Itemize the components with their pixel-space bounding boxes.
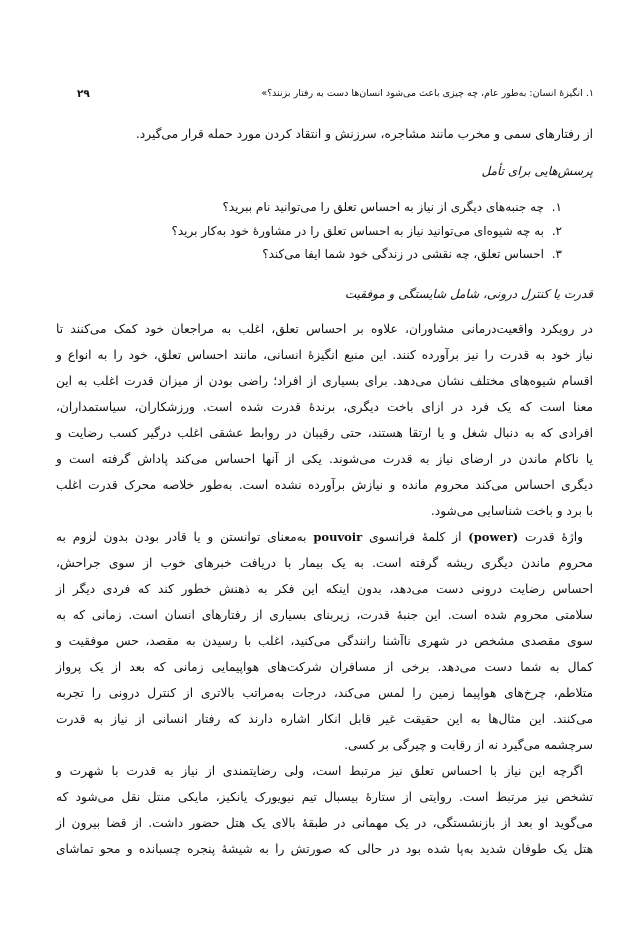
paragraph-line: سلامتی محروم شده است. این جنبهٔ قدرت، زیربنای بسیاری از رفتارهای انسان است. زمانی که به — [56, 608, 593, 622]
question-number: ۳. — [551, 247, 562, 261]
text-run: از کلمهٔ فرانسوی — [362, 530, 469, 544]
text-run: به‌معنای توانستن و یا قادر بودن بدون لزوم به — [56, 530, 314, 544]
running-header — [74, 86, 594, 102]
paragraph-line — [56, 524, 593, 550]
paragraph-line: دیگری احساس می‌کند محروم مانده و نیازش برآورده نشده است. به‌طور خلاصه محرک قدرت اغلب — [56, 478, 593, 492]
question-item — [171, 220, 562, 244]
paragraph-line: کمال به شما دست می‌دهد. برخی از مسافران شرکت‌های هواپیمایی زمانی که بعد از یک پرواز — [56, 660, 593, 674]
question-item — [171, 196, 562, 220]
paragraph-line: از رفتارهای سمی و مخرب مانند مشاجره، سرزنش و انتقاد کردن مورد حمله قرار می‌گیرد. — [135, 127, 593, 141]
paragraph-line: محروم ماندن دیگری ریشه گرفته است. به یک بیمار با دریافت خبرهای خوب از سوی جراحش، — [56, 556, 593, 570]
question-number: ۲. — [551, 223, 562, 238]
paragraph-line: اگرچه این نیاز با احساس تعلق نیز مرتبط است، ولی رضایتمندی از نیاز به قدرت با شهرت و — [56, 764, 583, 778]
power-section-body — [56, 316, 593, 862]
paragraph-line: با برد و باخت شناسایی می‌شود. — [430, 504, 593, 518]
paragraph-line: می‌کنند. این مثال‌ها به این حقیقت غیر قابل انکار اشاره دارند که رفتار انسانی از نیاز به قدرت — [56, 712, 593, 726]
english-term: (power) — [468, 530, 519, 544]
paragraph-line: می‌گوید او بعد از بازنشستگی، در یک مهمانی در طبقهٔ بالای یک هتل حضور داشت. از قضا بیرون از — [56, 816, 593, 830]
intro-paragraph — [56, 121, 593, 147]
text-run: واژهٔ قدرت — [518, 530, 583, 544]
paragraph-1 — [56, 316, 593, 524]
paragraph-line: سوی مقصدی مشخص در شهری ناآشنا رانندگی می‌کنید، اغلب با رسیدن به مقصد، حس موفقیت و — [56, 634, 593, 648]
paragraph-line: احساس رضایت درونی دست می‌دهد، بدون اینکه این فکر به ذهنش خطور کند که فردی دیگر از — [56, 582, 593, 596]
page-number: ۲۹ — [77, 88, 90, 100]
paragraph-line: در رویکرد واقعیت‌درمانی مشاوران، علاوه بر احساس تعلق، اغلب به مراجعان خود کمک می‌کنند تا — [56, 322, 593, 336]
reflection-question-list — [171, 196, 562, 267]
question-item — [171, 243, 562, 267]
question-text: به چه شیوه‌ای می‌توانید نیاز به احساس تعلق را در مشاورهٔ خود به‌کار برید؟ — [171, 223, 544, 238]
paragraph-3 — [56, 758, 593, 862]
paragraph-line: متلاطم، چرخ‌های هواپیما زمین را لمس می‌کند، درجات به‌مراتب بالاتری از کنترل درونی را تجربه — [56, 686, 593, 700]
chapter-title: ۱. انگیزهٔ انسان: به‌طور عام، چه چیزی باعث می‌شود انسان‌ها دست به رفتار بزنند؟» — [261, 88, 594, 99]
question-text: احساس تعلق، چه نقشی در زندگی خود شما ایفا می‌کند؟ — [262, 247, 544, 261]
paragraph-line: تشخص نیز مرتبط است. روایتی از ستارهٔ بیسبال تیم نیویورک یانکیز، مایکی منتل نقل می‌شود که — [56, 790, 593, 804]
paragraph-2 — [56, 524, 593, 758]
paragraph-line: هتل یک طوفان شدید به‌پا شده بود در حالی که صورتش را به شیشهٔ پنجره چسبانده و محو تماشای — [56, 842, 593, 856]
reflection-heading: پرسش‌هایی برای تأمل — [481, 164, 593, 178]
french-term: pouvoir — [313, 530, 363, 544]
paragraph-line: یا ناکام ماندن در ارضای نیاز به قدرت می‌شوند. یکی از آنها احساس می‌کند پاداش گرفته است و — [56, 452, 593, 466]
question-text: چه جنبه‌های دیگری از نیاز به احساس تعلق را می‌توانید نام ببرید؟ — [222, 200, 544, 214]
power-section-heading: قدرت یا کنترل درونی، شامل شایستگی و موفقیت — [344, 287, 593, 301]
question-number: ۱. — [551, 200, 562, 214]
paragraph-line: نیاز خود به قدرت را نیز برآورده کنند. این منبع انگیزهٔ انسانی، مانند احساس تعلق، خود را به انواع و — [56, 348, 593, 362]
paragraph-line: معنا است که یک فرد در ازای باخت دیگری، برندهٔ قدرت شده است. ورزشکاران، سیاستمداران، — [56, 400, 593, 414]
paragraph-line: سرچشمه می‌گیرد نه از رقابت و چیرگی بر کسی. — [344, 738, 593, 752]
paragraph-line: اقسام شیوه‌های مختلف نشان می‌دهد. برای بسیاری از افراد؛ راضی بودن از میزان قدرت اغلب به این — [56, 374, 593, 388]
paragraph-line: افرادی که به دنبال شغل و یا ارتقا هستند، حتی رقیبان در روابط عشقی اغلب درگیر کسب رضایت و — [56, 426, 593, 440]
